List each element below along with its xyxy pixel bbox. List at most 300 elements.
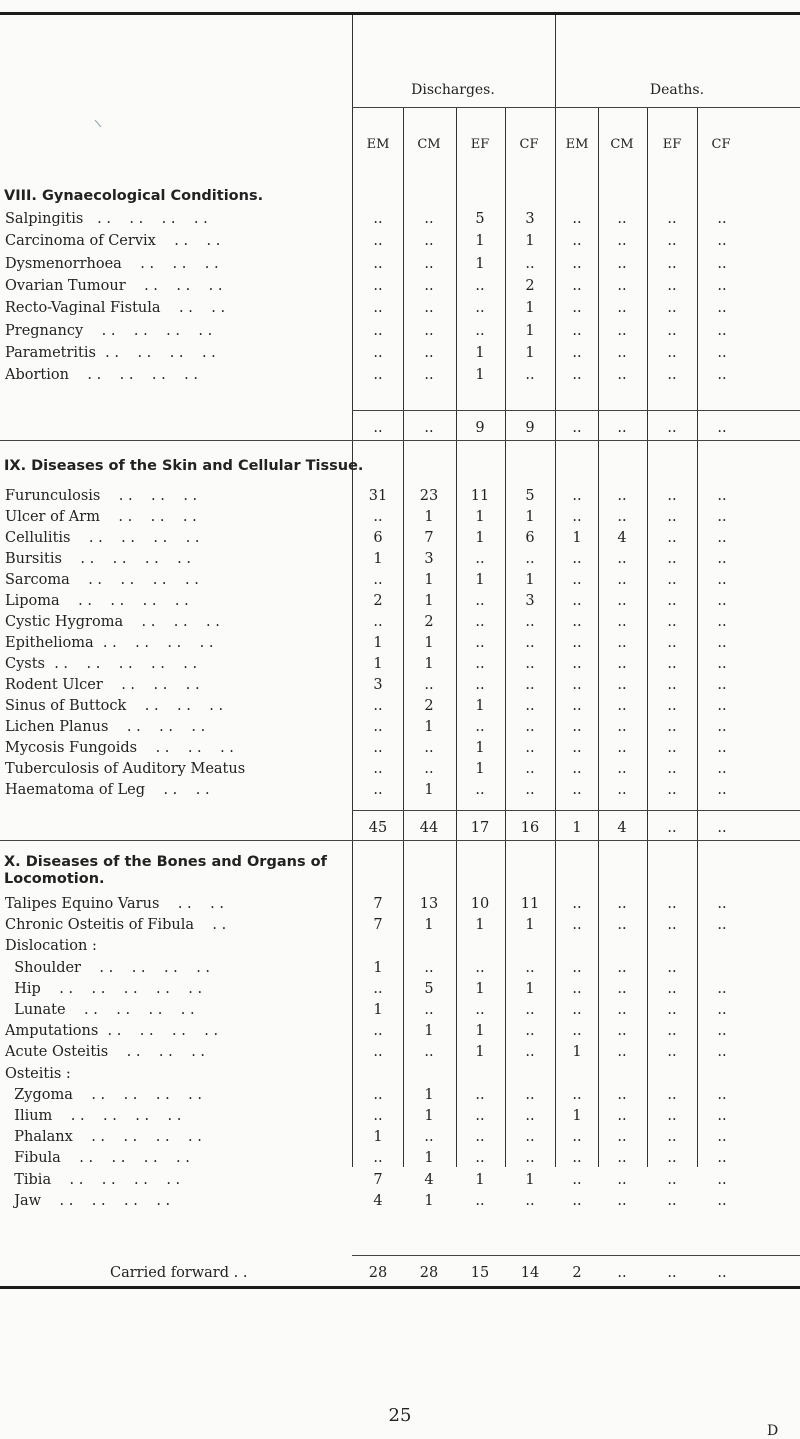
table-row — [0, 256, 800, 278]
table-cell: .. — [717, 1129, 727, 1146]
table-cell: 7 — [373, 917, 383, 934]
table-row — [0, 345, 800, 367]
table-cell: 1 — [424, 1108, 434, 1124]
table-cell: .. — [667, 551, 677, 567]
table-cell: 5 — [475, 211, 485, 227]
table-cell: 1 — [475, 233, 485, 250]
total-cell: 14 — [520, 1265, 540, 1281]
table-cell: .. — [572, 698, 582, 714]
table-cell: .. — [717, 719, 727, 735]
table-cell: .. — [617, 614, 627, 630]
table-cell: 1 — [525, 980, 535, 997]
table-cell: .. — [525, 698, 535, 714]
table-cell: 3 — [373, 677, 383, 693]
table-cell: .. — [667, 509, 677, 525]
table-cell: .. — [525, 1150, 535, 1167]
table-cell: .. — [617, 1044, 627, 1061]
row-label: Furunculosis . . . . . . — [5, 488, 198, 504]
table-cell: 1 — [572, 1044, 582, 1061]
table-cell: .. — [525, 1044, 535, 1061]
table-cell: .. — [667, 593, 677, 609]
table-cell: 1 — [424, 719, 434, 735]
table-cell: .. — [667, 917, 677, 934]
table-cell: 3 — [525, 593, 535, 609]
group-header-discharges: Discharges. — [411, 82, 495, 98]
table-cell: .. — [667, 211, 677, 227]
table-cell: .. — [424, 1002, 434, 1018]
table-cell: 7 — [424, 530, 434, 546]
table-cell: 1 — [373, 1002, 383, 1018]
table-cell: .. — [373, 1023, 383, 1040]
table-cell: .. — [617, 980, 627, 997]
table-cell: .. — [572, 761, 582, 777]
table-cell: .. — [525, 1192, 535, 1209]
table-cell: 1 — [424, 656, 434, 672]
table-cell: .. — [525, 1023, 535, 1040]
row-label: Abortion . . . . . . . . — [5, 367, 199, 384]
table-cell: .. — [617, 233, 627, 250]
table-cell: .. — [717, 698, 727, 714]
table-cell: .. — [717, 635, 727, 651]
table-cell: 1 — [424, 1192, 434, 1209]
table-row — [0, 614, 800, 636]
table-cell: 1 — [475, 367, 485, 384]
table-cell: 1 — [572, 530, 582, 546]
table-cell: 1 — [424, 635, 434, 651]
table-cell: .. — [667, 572, 677, 588]
page-number: 25 — [388, 1405, 412, 1426]
table-cell: .. — [373, 980, 383, 997]
table-row — [0, 698, 800, 720]
total-cell: 44 — [419, 820, 439, 836]
table-cell: .. — [617, 1171, 627, 1188]
table-cell: 2 — [424, 698, 434, 714]
row-label: Ilium . . . . . . . . — [5, 1108, 182, 1124]
table-row — [0, 782, 800, 804]
table-cell: .. — [717, 761, 727, 777]
table-cell: .. — [667, 277, 677, 294]
total-cell: 9 — [475, 420, 485, 436]
table-cell: 11 — [470, 488, 490, 504]
table-cell: .. — [717, 233, 727, 250]
table-cell: .. — [572, 572, 582, 588]
table-row — [0, 981, 800, 1003]
row-label: Talipes Equino Varus . . . . — [5, 896, 224, 912]
table-cell: .. — [525, 719, 535, 735]
table-cell: 1 — [424, 509, 434, 525]
table-cell: .. — [717, 1002, 727, 1018]
table-cell: .. — [717, 1044, 727, 1061]
total-cell: .. — [617, 1265, 627, 1281]
table-cell: .. — [572, 488, 582, 504]
table-cell: 7 — [373, 896, 383, 912]
table-cell: .. — [667, 300, 677, 317]
table-cell: .. — [424, 677, 434, 693]
table-cell: 1 — [373, 959, 383, 976]
table-cell: .. — [424, 367, 434, 384]
table-cell: .. — [475, 1192, 485, 1209]
table-cell: .. — [617, 488, 627, 504]
table-cell: .. — [667, 698, 677, 714]
table-cell: 1 — [475, 917, 485, 934]
table-cell: .. — [717, 980, 727, 997]
table-cell: .. — [525, 740, 535, 756]
table-row — [0, 509, 800, 531]
table-cell: .. — [717, 300, 727, 317]
row-label: Chronic Osteitis of Fibula . . — [5, 917, 227, 934]
table-cell: .. — [717, 277, 727, 294]
table-cell: .. — [475, 614, 485, 630]
table-row — [0, 635, 800, 657]
table-cell: .. — [475, 677, 485, 693]
table-cell: .. — [373, 277, 383, 294]
table-cell: 1 — [525, 572, 535, 588]
table-row — [0, 656, 800, 678]
table-cell: .. — [373, 255, 383, 272]
table-cell: .. — [424, 959, 434, 976]
table-cell: 31 — [368, 488, 388, 504]
table-row — [0, 917, 800, 939]
table-cell: .. — [617, 635, 627, 651]
carried-forward-label: Carried forward . . — [110, 1265, 248, 1281]
section-title: IX. Diseases of the Skin and Cellular Tissue. — [4, 458, 364, 474]
table-cell: .. — [717, 740, 727, 756]
table-cell: .. — [717, 593, 727, 609]
col-header: CF — [711, 137, 731, 152]
table-cell: .. — [667, 1086, 677, 1103]
table-cell: .. — [572, 677, 582, 693]
row-label: Cellulitis . . . . . . . . — [5, 530, 200, 546]
row-label: Lichen Planus . . . . . . — [5, 719, 206, 735]
total-rule — [352, 410, 800, 411]
table-cell: .. — [617, 782, 627, 798]
table-cell: .. — [475, 1150, 485, 1167]
row-label: Salpingitis . . . . . . . . — [5, 211, 208, 227]
row-label: Acute Osteitis . . . . . . — [5, 1044, 206, 1061]
table-cell: 1 — [572, 1108, 582, 1124]
table-cell: 1 — [525, 344, 535, 361]
row-label: Mycosis Fungoids . . . . . . — [5, 740, 234, 756]
table-cell: .. — [525, 677, 535, 693]
table-cell: 23 — [419, 488, 439, 504]
row-label: Tuberculosis of Auditory Meatus — [5, 761, 246, 777]
table-cell: .. — [572, 255, 582, 272]
table-cell: .. — [373, 740, 383, 756]
table-row — [0, 740, 800, 762]
group-header-deaths: Deaths. — [649, 82, 705, 98]
table-cell: .. — [572, 980, 582, 997]
table-cell: 6 — [525, 530, 535, 546]
row-label: Osteitis : — [5, 1065, 71, 1082]
table-cell: .. — [617, 1002, 627, 1018]
total-cell: 15 — [470, 1265, 490, 1281]
row-label: Sinus of Buttock . . . . . . — [5, 698, 224, 714]
table-cell: .. — [667, 1192, 677, 1209]
bottom-rule — [0, 1286, 800, 1289]
table-cell: .. — [475, 782, 485, 798]
row-label: Carcinoma of Cervix . . . . — [5, 233, 221, 250]
table-cell: .. — [424, 761, 434, 777]
table-cell: .. — [373, 367, 383, 384]
table-cell: .. — [525, 656, 535, 672]
table-cell: .. — [617, 959, 627, 976]
table-cell: 1 — [475, 1171, 485, 1188]
total-cell: .. — [424, 420, 434, 436]
table-cell: .. — [667, 740, 677, 756]
table-row — [0, 278, 800, 300]
table-cell: 1 — [373, 1129, 383, 1146]
table-cell: .. — [572, 1171, 582, 1188]
table-cell: 1 — [424, 782, 434, 798]
table-cell: .. — [617, 896, 627, 912]
table-cell: 13 — [419, 896, 439, 912]
col-header: EF — [662, 137, 682, 152]
table-cell: .. — [424, 277, 434, 294]
table-cell: .. — [717, 1108, 727, 1124]
table-cell: .. — [475, 1002, 485, 1018]
table-cell: .. — [572, 211, 582, 227]
table-cell: 11 — [520, 896, 540, 912]
table-cell: .. — [572, 1023, 582, 1040]
table-row — [0, 1108, 800, 1130]
col-header: EM — [366, 137, 390, 152]
table-cell: .. — [525, 614, 535, 630]
row-label: Jaw . . . . . . . . — [5, 1192, 171, 1209]
table-row — [0, 1002, 800, 1024]
row-label: Parametritis . . . . . . . . — [5, 344, 216, 361]
total-cell: .. — [717, 420, 727, 436]
table-cell: .. — [424, 1044, 434, 1061]
table-cell: .. — [525, 551, 535, 567]
table-cell: .. — [667, 488, 677, 504]
table-cell: .. — [572, 896, 582, 912]
row-label: Dislocation : — [5, 938, 97, 955]
table-cell: .. — [525, 367, 535, 384]
table-cell: .. — [373, 322, 383, 339]
table-cell: .. — [424, 322, 434, 339]
table-cell: .. — [617, 1108, 627, 1124]
table-cell: .. — [525, 782, 535, 798]
section-rule — [0, 840, 800, 841]
total-cell: 16 — [520, 820, 540, 836]
total-cell: 17 — [470, 820, 490, 836]
table-cell: .. — [717, 1086, 727, 1103]
table-cell: .. — [617, 1150, 627, 1167]
table-cell: .. — [373, 233, 383, 250]
table-cell: .. — [572, 300, 582, 317]
table-cell: .. — [717, 656, 727, 672]
table-cell: .. — [424, 740, 434, 756]
table-cell: 6 — [373, 530, 383, 546]
table-cell: .. — [717, 1023, 727, 1040]
row-label: Pregnancy . . . . . . . . — [5, 322, 213, 339]
table-cell: .. — [717, 322, 727, 339]
table-cell: .. — [717, 614, 727, 630]
section-title: VIII. Gynaecological Conditions. — [4, 188, 264, 204]
table-cell: .. — [667, 635, 677, 651]
table-cell: .. — [572, 917, 582, 934]
total-cell: .. — [717, 1265, 727, 1281]
table-cell: .. — [717, 677, 727, 693]
row-label: Haematoma of Leg . . . . — [5, 782, 210, 798]
table-cell: .. — [617, 572, 627, 588]
row-label: Tibia . . . . . . . . — [5, 1171, 181, 1188]
row-label: Cystic Hygroma . . . . . . — [5, 614, 220, 630]
row-label: Ulcer of Arm . . . . . . — [5, 509, 197, 525]
table-cell: .. — [667, 322, 677, 339]
table-row — [0, 530, 800, 552]
table-cell: .. — [617, 593, 627, 609]
table-cell: .. — [667, 677, 677, 693]
table-cell: .. — [572, 509, 582, 525]
table-row — [0, 896, 800, 918]
table-cell: 1 — [475, 761, 485, 777]
table-cell: .. — [572, 1002, 582, 1018]
table-cell: .. — [424, 1129, 434, 1146]
table-cell: .. — [617, 322, 627, 339]
table-cell: .. — [717, 211, 727, 227]
table-row — [0, 1150, 800, 1172]
row-label: Recto-Vaginal Fistula . . . . — [5, 300, 226, 317]
table-cell: .. — [373, 344, 383, 361]
table-cell: 1 — [475, 698, 485, 714]
table-cell: .. — [475, 1129, 485, 1146]
table-cell: .. — [525, 1108, 535, 1124]
table-row — [0, 938, 800, 960]
table-cell: .. — [475, 322, 485, 339]
table-cell: .. — [475, 635, 485, 651]
table-cell: .. — [424, 233, 434, 250]
table-cell: .. — [617, 1129, 627, 1146]
table-cell: .. — [572, 233, 582, 250]
table-row — [0, 1087, 800, 1109]
table-row — [0, 677, 800, 699]
table-cell: .. — [667, 782, 677, 798]
table-cell: .. — [373, 614, 383, 630]
table-cell: .. — [373, 1044, 383, 1061]
table-row — [0, 719, 800, 741]
table-cell: .. — [572, 719, 582, 735]
table-row — [0, 300, 800, 322]
table-cell: .. — [617, 1086, 627, 1103]
row-label: Zygoma . . . . . . . . — [5, 1086, 202, 1103]
table-cell: .. — [617, 300, 627, 317]
table-cell: .. — [572, 959, 582, 976]
row-label: Lipoma . . . . . . . . — [5, 593, 189, 609]
table-cell: .. — [572, 551, 582, 567]
table-cell: .. — [617, 1023, 627, 1040]
total-cell: 45 — [368, 820, 388, 836]
table-cell: 1 — [525, 1171, 535, 1188]
total-rule — [352, 810, 800, 811]
table-cell: .. — [667, 761, 677, 777]
table-row — [0, 572, 800, 594]
table-row — [0, 367, 800, 389]
header-rule — [352, 107, 800, 108]
row-label: Hip . . . . . . . . . . — [5, 980, 203, 997]
table-cell: .. — [717, 1192, 727, 1209]
table-cell: .. — [667, 367, 677, 384]
table-cell: .. — [667, 344, 677, 361]
table-cell: .. — [572, 1192, 582, 1209]
table-cell: 1 — [424, 1023, 434, 1040]
table-cell: .. — [717, 509, 727, 525]
table-cell: 1 — [475, 530, 485, 546]
total-cell: 9 — [525, 420, 535, 436]
table-cell: 1 — [525, 322, 535, 339]
table-cell: .. — [667, 719, 677, 735]
table-cell: .. — [572, 322, 582, 339]
row-label: Shoulder . . . . . . . . — [5, 959, 211, 976]
table-cell: 1 — [475, 255, 485, 272]
table-row — [0, 1066, 800, 1088]
table-cell: .. — [617, 344, 627, 361]
table-cell: 10 — [470, 896, 490, 912]
table-cell: .. — [572, 277, 582, 294]
table-cell: .. — [617, 656, 627, 672]
total-rule — [352, 1255, 800, 1256]
table-cell: .. — [717, 917, 727, 934]
table-cell: .. — [373, 211, 383, 227]
table-cell: .. — [572, 656, 582, 672]
table-cell: .. — [475, 656, 485, 672]
table-cell: .. — [667, 530, 677, 546]
table-cell: .. — [572, 740, 582, 756]
table-cell: .. — [572, 635, 582, 651]
table-cell: .. — [667, 896, 677, 912]
table-cell: .. — [475, 959, 485, 976]
table-cell: 5 — [525, 488, 535, 504]
table-cell: .. — [373, 509, 383, 525]
table-row — [0, 211, 800, 233]
table-cell: .. — [572, 1086, 582, 1103]
total-cell: 1 — [572, 820, 582, 836]
table-row — [0, 551, 800, 573]
row-label: Rodent Ulcer . . . . . . — [5, 677, 200, 693]
row-label: Phalanx . . . . . . . . — [5, 1129, 202, 1146]
total-cell: .. — [617, 420, 627, 436]
table-cell: .. — [667, 959, 677, 976]
table-cell: .. — [373, 300, 383, 317]
table-cell: 3 — [525, 211, 535, 227]
table-cell: .. — [617, 917, 627, 934]
table-cell: 1 — [373, 656, 383, 672]
table-cell: .. — [617, 677, 627, 693]
table-cell: .. — [525, 635, 535, 651]
table-cell: 2 — [424, 614, 434, 630]
table-cell: .. — [717, 896, 727, 912]
table-cell: .. — [617, 211, 627, 227]
table-cell: .. — [475, 719, 485, 735]
table-cell: .. — [475, 593, 485, 609]
table-cell: .. — [617, 551, 627, 567]
table-cell: .. — [617, 1192, 627, 1209]
table-cell: .. — [525, 255, 535, 272]
table-cell: 2 — [373, 593, 383, 609]
row-label: Epithelioma . . . . . . . . — [5, 635, 214, 651]
table-cell: .. — [667, 1150, 677, 1167]
table-row — [0, 1023, 800, 1045]
total-cell: .. — [717, 820, 727, 836]
table-cell: .. — [617, 277, 627, 294]
table-cell: .. — [373, 1108, 383, 1124]
table-cell: .. — [572, 1129, 582, 1146]
table-cell: .. — [572, 593, 582, 609]
table-cell: .. — [617, 367, 627, 384]
table-row — [0, 1172, 800, 1194]
table-cell: .. — [475, 277, 485, 294]
table-cell: .. — [667, 1108, 677, 1124]
